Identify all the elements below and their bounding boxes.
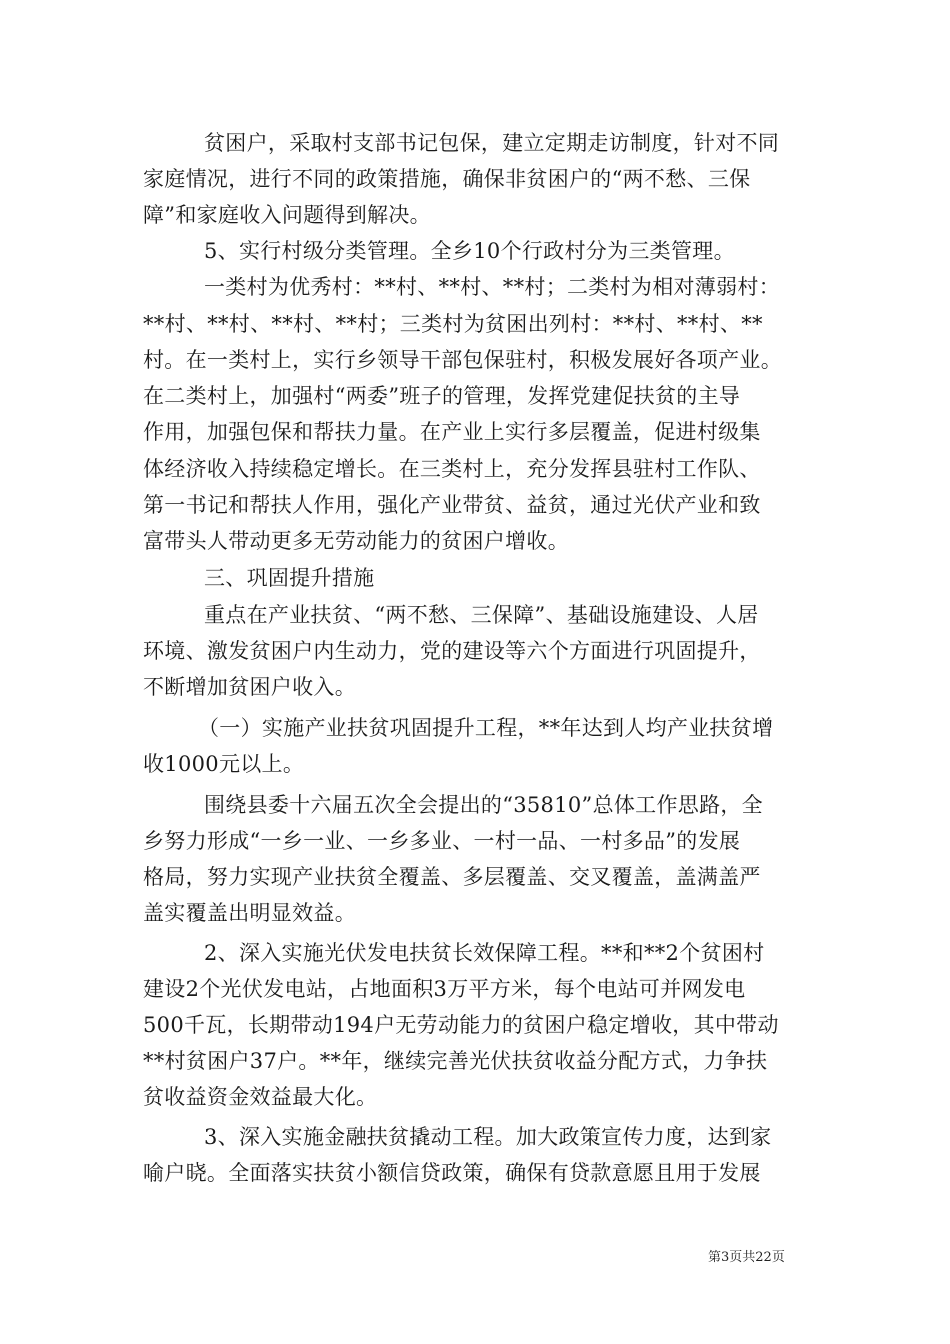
paragraph-line: 5、实行村级分类管理。全乡10个行政村分为三类管理。	[204, 239, 735, 263]
paragraph-line: 围绕县委十六届五次全会提出的“35810”总体工作思路，全	[204, 793, 763, 817]
paragraph-line: 格局，努力实现产业扶贫全覆盖、多层覆盖、交叉覆盖，盖满盖严	[143, 865, 761, 889]
paragraph-line: 2、深入实施光伏发电扶贫长效保障工程。**和**2个贫困村	[204, 941, 765, 965]
paragraph-line: 障”和家庭收入问题得到解决。	[143, 203, 431, 227]
paragraph-line: 在二类村上，加强村“两委”班子的管理，发挥党建促扶贫的主导	[143, 384, 741, 408]
paragraph-line: 盖实覆盖出明显效益。	[143, 901, 356, 925]
paragraph-line: 村。在一类村上，实行乡领导干部包保驻村，积极发展好各项产业。	[143, 348, 782, 372]
paragraph-line: 贫收益资金效益最大化。	[143, 1085, 378, 1109]
paragraph-line: 家庭情况，进行不同的政策措施，确保非贫困户的“两不愁、三保	[143, 167, 751, 191]
paragraph-line: 乡努力形成“一乡一业、一乡多业、一村一品、一村多品”的发展	[143, 829, 741, 853]
paragraph-line: 一类村为优秀村：**村、**村、**村；二类村为相对薄弱村：	[204, 275, 780, 299]
paragraph-line: 重点在产业扶贫、“两不愁、三保障”、基础设施建设、人居	[204, 603, 759, 627]
paragraph-line: 建设2个光伏发电站，占地面积3万平方米，每个电站可并网发电	[143, 977, 746, 1001]
paragraph-line: 收1000元以上。	[143, 752, 305, 776]
paragraph-line: 贫困户，采取村支部书记包保，建立定期走访制度，针对不同	[204, 131, 780, 155]
paragraph-line: **村贫困户37户。**年，继续完善光伏扶贫收益分配方式，力争扶	[143, 1049, 768, 1073]
subsection-heading: （一）实施产业扶贫巩固提升工程，**年达到人均产业扶贫增	[198, 716, 774, 740]
paragraph-line: 3、深入实施金融扶贫撬动工程。加大政策宣传力度，达到家	[204, 1125, 772, 1149]
paragraph-line: 喻户晓。全面落实扶贫小额信贷政策，确保有贷款意愿且用于发展	[143, 1161, 761, 1185]
paragraph-line: 不断增加贫困户收入。	[143, 675, 356, 699]
paragraph-line: 作用，加强包保和帮扶力量。在产业上实行多层覆盖，促进村级集	[143, 420, 761, 444]
paragraph-line: 第一书记和帮扶人作用，强化产业带贫、益贫，通过光伏产业和致	[143, 493, 761, 517]
paragraph-line: 500千瓦，长期带动194户无劳动能力的贫困户稳定增收，其中带动	[143, 1013, 779, 1037]
page-number: 第3页共22页	[708, 1250, 785, 1265]
paragraph-line: **村、**村、**村、**村；三类村为贫困出列村：**村、**村、**	[143, 312, 763, 336]
section-heading: 三、巩固提升措施	[204, 566, 375, 590]
paragraph-line: 富带头人带动更多无劳动能力的贫困户增收。	[143, 529, 569, 553]
paragraph-line: 环境、激发贫困户内生动力，党的建设等六个方面进行巩固提升，	[143, 639, 761, 663]
paragraph-line: 体经济收入持续稳定增长。在三类村上，充分发挥县驻村工作队、	[143, 457, 761, 481]
